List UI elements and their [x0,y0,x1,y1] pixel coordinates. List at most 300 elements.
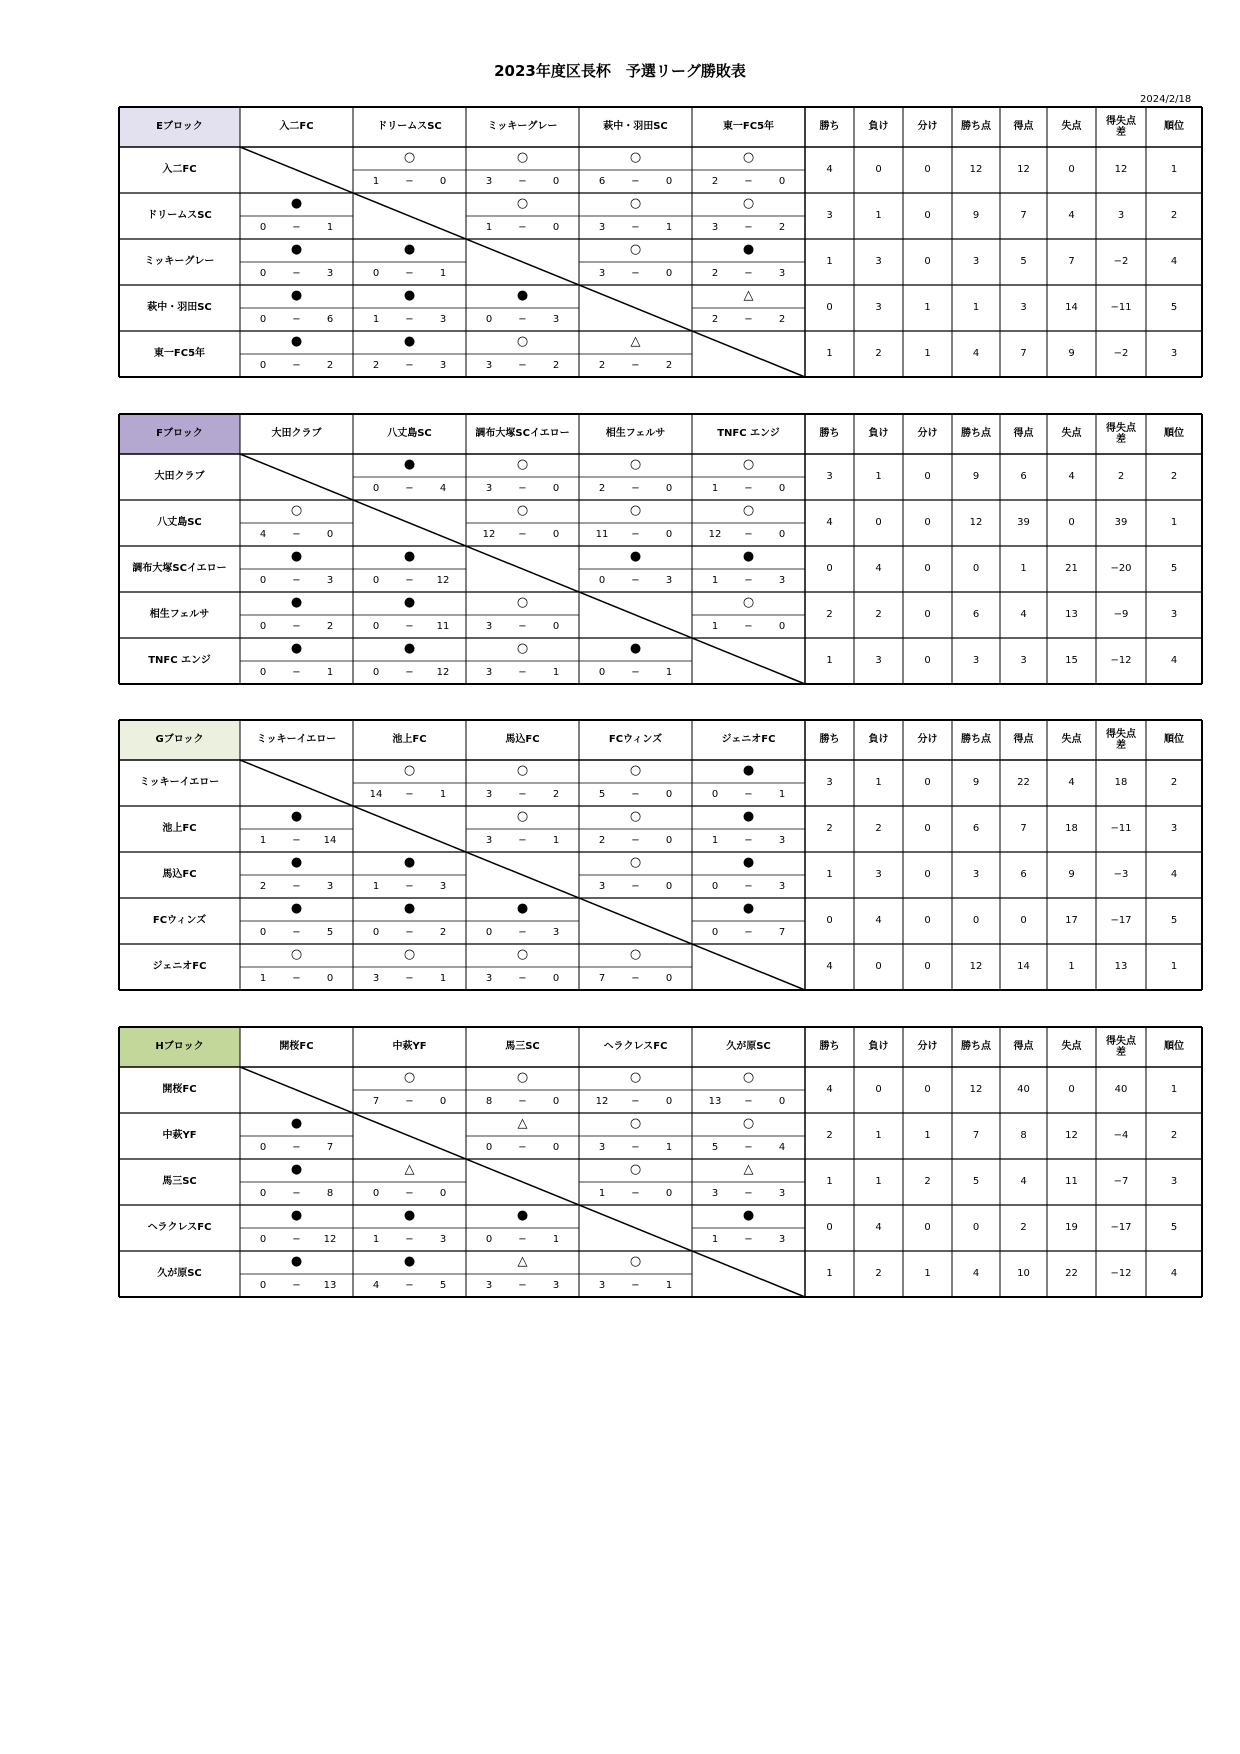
score-dash: − [405,1280,414,1291]
result-mark: ○ [629,947,642,963]
score-against: 7 [326,1142,334,1153]
score-dash: − [744,529,753,540]
score-against: 3 [778,1234,786,1245]
result-mark: △ [743,288,754,304]
score-against: 2 [665,360,673,371]
score-dash: − [405,789,414,800]
stat-value: 0 [875,164,882,176]
stat-value: 4 [826,961,833,973]
score-against: 0 [665,268,673,279]
stat-value: 3 [972,655,980,667]
score-against: 0 [665,1096,673,1107]
stat-value: −11 [1110,302,1132,314]
stat-value: 6 [972,823,980,835]
result-mark: ● [403,595,416,611]
result-mark: ○ [629,1116,642,1132]
score-dash: − [405,314,414,325]
score-against: 3 [665,575,673,586]
score-dash: − [405,927,414,938]
block-name: Eブロック [156,121,203,133]
score-for: 0 [259,314,267,325]
stat-value: 0 [924,609,931,621]
score-against: 13 [323,1280,337,1291]
score-for: 12 [708,529,722,540]
score-for: 1 [372,881,380,892]
stat-value: −12 [1110,1268,1132,1280]
stat-header: 勝ち点 [961,1041,991,1053]
score-against: 2 [552,789,560,800]
stat-value: 2 [826,609,833,621]
row-team-name: 調布大塚SCイエロー [132,563,227,575]
score-dash: − [631,529,640,540]
score-for: 2 [711,314,719,325]
score-dash: − [744,1142,753,1153]
stat-value: 4 [875,915,882,927]
stat-header: 勝ち [819,428,840,440]
column-team-name: FCウィンズ [608,734,663,746]
stat-value: 3 [875,869,882,881]
score-against: 0 [552,529,560,540]
stat-value: 4 [1068,210,1075,222]
result-mark: ○ [742,196,755,212]
column-team-name: 大田クラブ [271,428,322,440]
stat-value: 3 [826,777,833,789]
stat-header: 勝ち [819,121,840,133]
row-team-name: 相生フェルサ [149,609,210,621]
stat-value: 5 [1170,563,1178,575]
stat-value: 4 [1170,655,1178,667]
score-for: 0 [372,927,380,938]
result-mark: ● [516,1208,529,1224]
league-block-3 [119,720,1202,991]
result-mark: ○ [516,503,529,519]
score-for: 0 [259,1280,267,1291]
score-dash: − [405,176,414,187]
score-for: 3 [485,621,493,632]
result-mark: ● [290,196,303,212]
column-team-name: 調布大塚SCイエロー [475,428,570,440]
score-against: 0 [665,973,673,984]
score-dash: − [292,881,301,892]
stat-value: 9 [972,777,980,789]
score-for: 3 [485,835,493,846]
score-for: 0 [259,1142,267,1153]
score-for: 0 [259,667,267,678]
league-block-4 [119,1027,1202,1298]
stat-value: 7 [1020,210,1027,222]
stat-value: −7 [1113,1176,1129,1188]
stat-value: 9 [972,471,980,483]
score-against: 2 [778,314,786,325]
score-dash: − [292,268,301,279]
score-dash: − [744,1234,753,1245]
result-mark: ● [403,334,416,350]
stat-value: 12 [969,961,983,973]
result-mark: ● [290,288,303,304]
score-against: 3 [778,835,786,846]
stat-value: 0 [924,563,931,575]
score-dash: − [631,360,640,371]
stat-header: 分け [917,428,938,440]
score-for: 6 [598,176,606,187]
score-against: 0 [778,483,786,494]
column-team-name: 馬込FC [505,734,540,746]
score-for: 1 [711,621,719,632]
score-dash: − [405,621,414,632]
stat-header: 得失点 差 [1106,728,1136,751]
score-dash: − [631,1188,640,1199]
score-for: 5 [598,789,606,800]
result-mark: ○ [516,595,529,611]
score-for: 0 [372,268,380,279]
stat-value: 1 [875,471,882,483]
score-dash: − [292,575,301,586]
score-dash: − [744,222,753,233]
stat-value: 12 [1065,1130,1078,1142]
league-block-1 [119,107,1202,378]
score-against: 1 [326,222,334,233]
score-against: 3 [552,1280,560,1291]
result-mark: ○ [516,150,529,166]
row-team-name: 萩中・羽田SC [147,302,212,314]
result-mark: ○ [290,503,303,519]
stat-value: 1 [826,869,833,881]
score-dash: − [292,360,301,371]
stat-value: 1 [1068,961,1075,973]
stat-value: 11 [1065,1176,1078,1188]
score-dash: − [292,529,301,540]
column-team-name: 開桜FC [279,1041,314,1053]
score-against: 1 [552,835,560,846]
stat-value: 0 [826,563,833,575]
stat-value: 3 [1020,302,1027,314]
result-mark: ● [290,334,303,350]
stat-header: 失点 [1061,121,1082,133]
result-mark: ● [403,549,416,565]
score-against: 0 [778,621,786,632]
result-mark: ○ [629,457,642,473]
score-dash: − [631,1142,640,1153]
score-against: 12 [323,1234,337,1245]
stat-header: 失点 [1061,1041,1082,1053]
stat-value: 3 [826,210,833,222]
stat-value: 0 [924,210,931,222]
score-for: 0 [259,927,267,938]
stat-value: 22 [1017,777,1030,789]
stat-value: 40 [1017,1084,1030,1096]
score-for: 3 [485,973,493,984]
row-team-name: ジェニオFC [152,961,207,973]
result-mark: ○ [516,334,529,350]
score-against: 6 [326,314,334,325]
stat-value: 21 [1065,563,1078,575]
result-mark: ● [742,855,755,871]
stat-header: 得失点 差 [1106,422,1136,445]
result-mark: ● [403,1254,416,1270]
score-for: 0 [711,927,719,938]
stat-value: 2 [875,823,882,835]
stat-header: 得点 [1013,121,1034,133]
result-mark: ● [403,242,416,258]
stat-value: 7 [972,1130,980,1142]
stat-header: 勝ち点 [961,734,991,746]
stat-value: 3 [875,256,882,268]
stat-value: 4 [1068,471,1075,483]
stat-value: 4 [1020,609,1027,621]
result-mark: ○ [516,763,529,779]
score-dash: − [518,314,527,325]
score-for: 0 [711,789,719,800]
row-team-name: ミッキーイエロー [139,777,220,789]
score-for: 1 [711,575,719,586]
stat-value: 2 [1170,1130,1178,1142]
score-against: 1 [665,222,673,233]
score-against: 14 [323,835,337,846]
score-for: 0 [485,1234,493,1245]
score-against: 5 [439,1280,447,1291]
stat-value: 4 [826,1084,833,1096]
result-mark: ● [629,549,642,565]
score-against: 1 [552,667,560,678]
result-mark: ○ [742,503,755,519]
row-team-name: 馬込FC [162,869,197,881]
result-mark: ● [629,641,642,657]
score-for: 2 [598,483,606,494]
score-against: 0 [326,529,334,540]
stat-header: 失点 [1061,734,1082,746]
score-dash: − [631,1280,640,1291]
score-against: 3 [439,360,447,371]
score-against: 0 [439,1096,447,1107]
score-against: 1 [439,973,447,984]
stat-value: −2 [1113,348,1129,360]
score-dash: − [292,927,301,938]
stat-value: 0 [924,1084,931,1096]
score-dash: − [292,1280,301,1291]
score-against: 1 [778,789,786,800]
stat-value: 5 [972,1176,980,1188]
stat-value: 12 [1114,164,1128,176]
result-mark: △ [404,1162,415,1178]
score-dash: − [631,881,640,892]
score-against: 11 [436,621,450,632]
score-for: 2 [372,360,380,371]
result-mark: ● [290,641,303,657]
score-against: 0 [326,973,334,984]
stat-value: 1 [924,348,931,360]
stat-value: 3 [1170,1176,1178,1188]
score-against: 3 [439,1234,447,1245]
score-dash: − [518,1280,527,1291]
stat-value: 0 [875,1084,882,1096]
stat-value: 2 [924,1176,931,1188]
result-mark: ○ [629,1162,642,1178]
score-dash: − [292,973,301,984]
row-team-name: ドリームスSC [147,210,212,222]
score-against: 8 [326,1188,334,1199]
score-against: 0 [552,483,560,494]
score-dash: − [518,667,527,678]
result-mark: ○ [742,457,755,473]
score-dash: − [518,176,527,187]
score-dash: − [292,621,301,632]
score-for: 0 [485,927,493,938]
score-against: 3 [326,268,334,279]
stat-value: 5 [1170,302,1178,314]
score-for: 1 [372,1234,380,1245]
score-dash: − [744,575,753,586]
stat-header: 分け [917,734,938,746]
result-mark: ○ [403,150,416,166]
stat-value: 18 [1114,777,1128,789]
score-against: 0 [665,789,673,800]
score-for: 3 [598,268,606,279]
stat-header: 得点 [1013,734,1034,746]
score-dash: − [405,268,414,279]
score-against: 0 [439,176,447,187]
score-against: 0 [552,621,560,632]
stat-value: 12 [969,164,983,176]
stat-value: 2 [875,348,882,360]
stat-header: 負け [868,428,889,440]
score-dash: − [292,1234,301,1245]
score-for: 0 [711,881,719,892]
score-dash: − [405,483,414,494]
stat-value: −2 [1113,256,1129,268]
score-for: 1 [485,222,493,233]
score-dash: − [631,268,640,279]
column-team-name: 中萩YF [392,1041,427,1053]
score-for: 0 [259,360,267,371]
stat-value: 4 [1020,1176,1027,1188]
stat-value: 14 [1065,302,1078,314]
score-for: 0 [485,314,493,325]
block-name: Fブロック [156,428,203,440]
result-mark: ● [403,288,416,304]
stat-value: 4 [1068,777,1075,789]
score-against: 4 [778,1142,786,1153]
score-dash: − [292,222,301,233]
stat-value: 2 [875,609,882,621]
score-against: 0 [552,1096,560,1107]
result-mark: ● [403,641,416,657]
score-dash: − [518,789,527,800]
score-against: 0 [552,1142,560,1153]
result-mark: ● [290,549,303,565]
stat-value: 4 [972,348,980,360]
stat-value: 0 [875,961,882,973]
result-mark: ● [742,1208,755,1224]
score-for: 1 [372,314,380,325]
stat-value: 1 [875,777,882,789]
row-team-name: 中萩YF [162,1130,197,1142]
score-for: 4 [259,529,267,540]
score-for: 7 [598,973,606,984]
result-mark: ○ [629,503,642,519]
score-dash: − [405,575,414,586]
score-against: 0 [552,222,560,233]
score-against: 0 [665,483,673,494]
stat-value: 9 [1068,869,1075,881]
score-dash: − [631,575,640,586]
score-against: 0 [778,1096,786,1107]
stat-value: 9 [972,210,980,222]
stat-value: 22 [1065,1268,1078,1280]
result-mark: ● [290,809,303,825]
result-mark: ○ [742,1070,755,1086]
stat-value: 2 [1020,1222,1027,1234]
stat-value: 1 [875,1130,882,1142]
score-against: 3 [326,575,334,586]
result-mark: ● [742,809,755,825]
stat-value: 1 [875,210,882,222]
score-for: 0 [372,575,380,586]
result-mark: △ [743,1162,754,1178]
stat-value: 3 [875,655,882,667]
score-dash: − [405,667,414,678]
result-mark: ● [742,242,755,258]
score-against: 1 [665,1280,673,1291]
stat-value: 4 [972,1268,980,1280]
stat-value: 1 [826,256,833,268]
stat-value: 3 [1170,609,1178,621]
result-mark: ○ [516,196,529,212]
score-dash: − [744,1096,753,1107]
stat-value: −17 [1110,915,1132,927]
score-against: 2 [326,360,334,371]
score-for: 0 [372,483,380,494]
stat-value: 2 [1170,777,1178,789]
column-team-name: 東一FC5年 [722,121,775,133]
result-mark: ○ [629,1254,642,1270]
result-mark: ● [742,549,755,565]
row-team-name: 久が原SC [157,1268,202,1280]
stat-value: 7 [1020,823,1027,835]
stat-value: 15 [1065,655,1078,667]
stat-value: 0 [972,563,980,575]
stat-value: 13 [1114,961,1128,973]
score-for: 8 [485,1096,493,1107]
score-against: 1 [326,667,334,678]
score-for: 0 [259,621,267,632]
result-mark: ○ [516,641,529,657]
stat-value: 2 [1117,471,1125,483]
result-mark: ○ [403,763,416,779]
score-for: 0 [485,1142,493,1153]
result-mark: ○ [629,242,642,258]
score-against: 5 [326,927,334,938]
score-dash: − [292,1142,301,1153]
stat-header: 負け [868,121,889,133]
score-dash: − [518,835,527,846]
stat-value: 0 [924,471,931,483]
score-for: 3 [598,222,606,233]
stat-value: 3 [826,471,833,483]
score-against: 2 [439,927,447,938]
block-name: Hブロック [155,1041,204,1053]
stat-value: 0 [1020,915,1027,927]
score-for: 3 [598,1142,606,1153]
score-for: 3 [598,1280,606,1291]
result-mark: ○ [629,150,642,166]
stat-value: 4 [1170,256,1178,268]
score-dash: − [292,314,301,325]
stat-value: −11 [1110,823,1132,835]
stat-header: 得点 [1013,1041,1034,1053]
stat-value: 12 [969,1084,983,1096]
result-mark: ● [290,1116,303,1132]
stat-value: 1 [826,655,833,667]
